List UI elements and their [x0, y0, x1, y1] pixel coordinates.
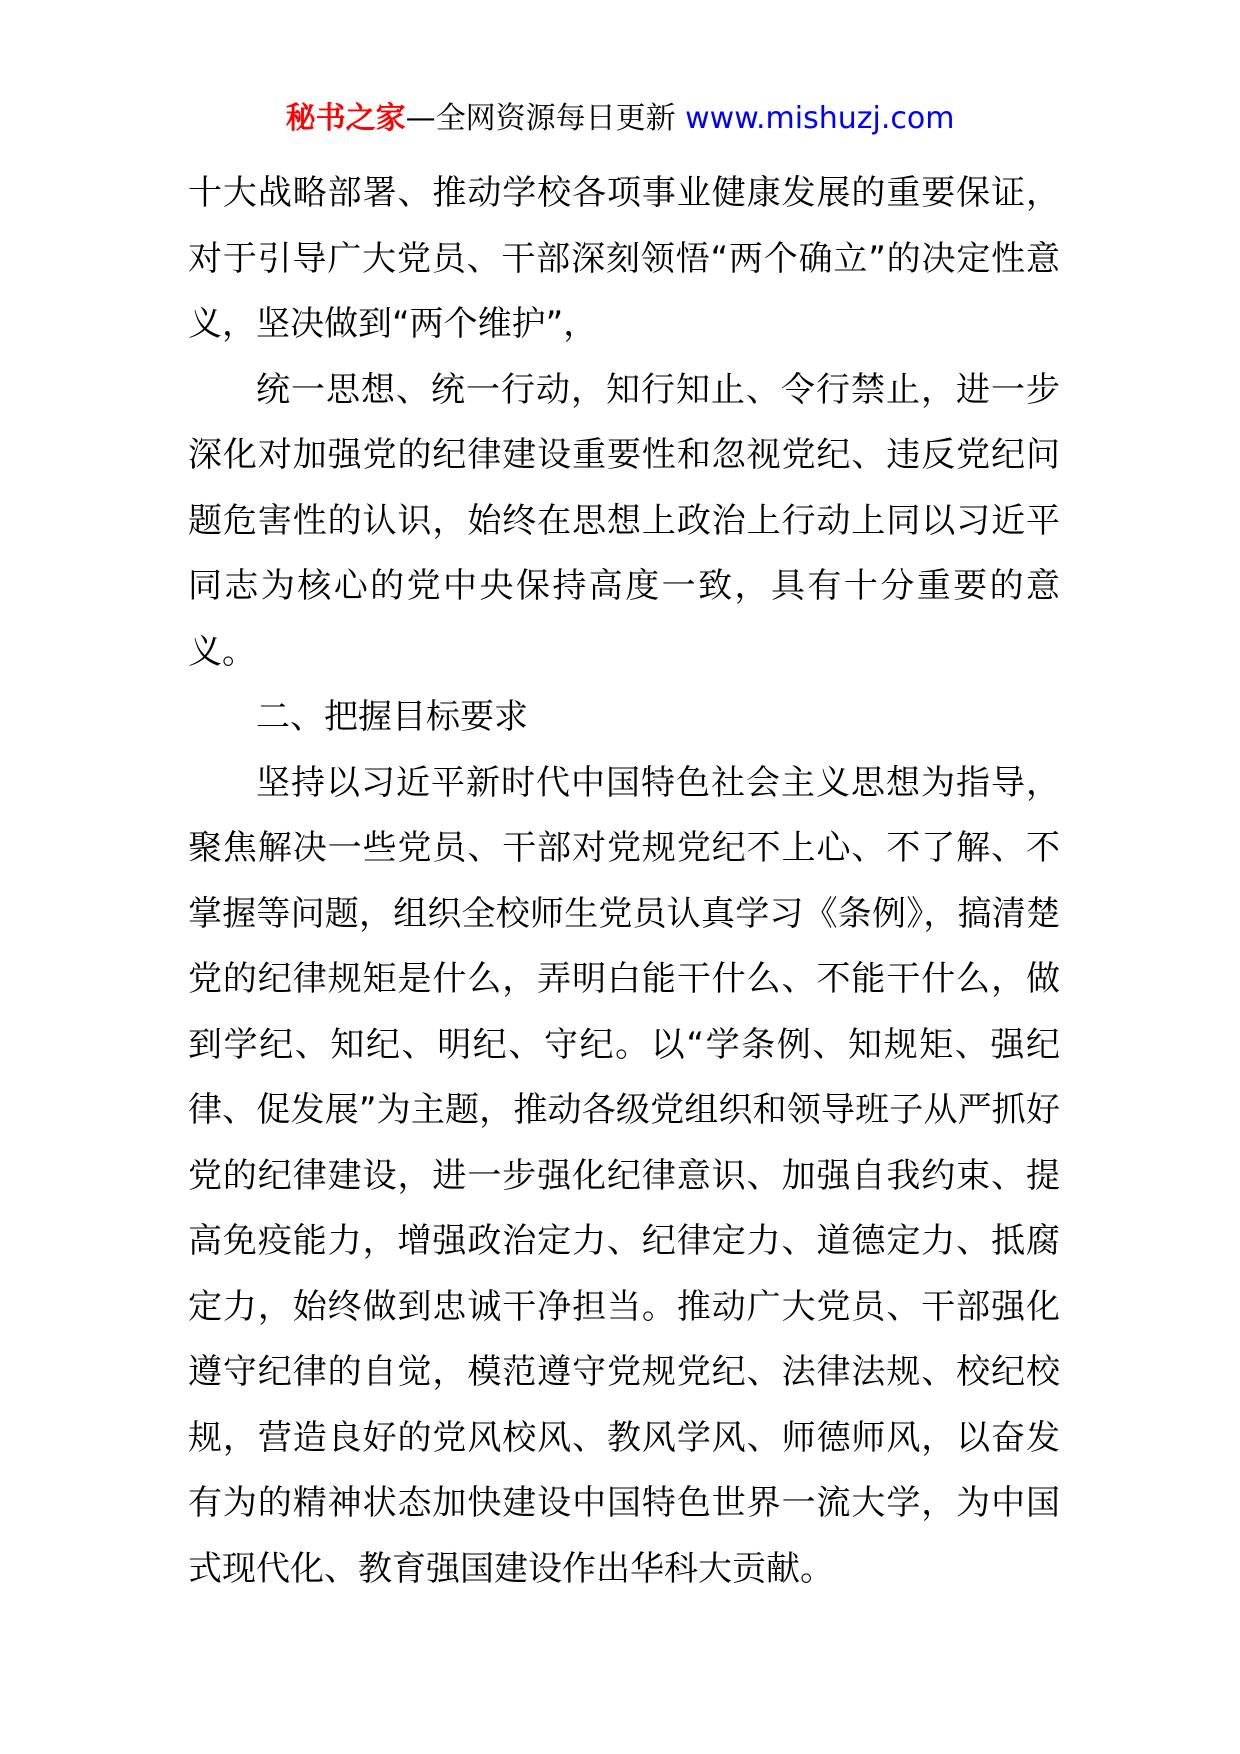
brand-name: 秘书之家: [285, 101, 406, 136]
paragraph-objectives: 坚持以习近平新时代中国特色社会主义思想为指导，聚焦解决一些党员、干部对党规党纪不上心、不了解、不掌握等问题，组织全校师生党员认真学习《条例》，搞清楚党的纪律规矩是什么，弄明白能干什么、不能干什么，做到学纪、知纪、明纪、守纪。以“学条例、知规矩、强纪律、促发展”为主题，推动各级党组织和领导班子从严抓好党的纪律建设，进一步强化纪律意识、加强自我约束、提高免疫能力，增强政治定力、纪律定力、道德定力、抵腐定力，始终做到忠诚干净担当。推动广大党员、干部强化遵守纪律的自觉，模范遵守党规党纪、法律法规、校纪校规，营造良好的党风校风、教风学风、师德师风，以奋发有为的精神状态加快建设中国特色世界一流大学，为中国式现代化、教育强国建设作出华科大贡献。: [188, 762, 1060, 1589]
watermark-header: [0, 99, 1240, 139]
section-heading: 二、把握目标要求: [256, 697, 528, 737]
site-url-link[interactable]: www.mishuzj.com: [685, 101, 955, 136]
paragraph-continuation: 十大战略部署、推动学校各项事业健康发展的重要保证，对于引导广大党员、干部深刻领悟“两个确立”的决定性意义，坚决做到“两个维护”，: [188, 173, 1060, 344]
paragraph-significance: 统一思想、统一行动，知行知止、令行禁止，进一步深化对加强党的纪律建设重要性和忽视党纪、违反党纪问题危害性的认识，始终在思想上政治上行动上同以习近平同志为核心的党中央保持高度一致，具有十分重要的意义。: [188, 369, 1060, 672]
header-tagline: —全网资源每日更新: [405, 101, 686, 136]
document-body: [188, 161, 1060, 1602]
